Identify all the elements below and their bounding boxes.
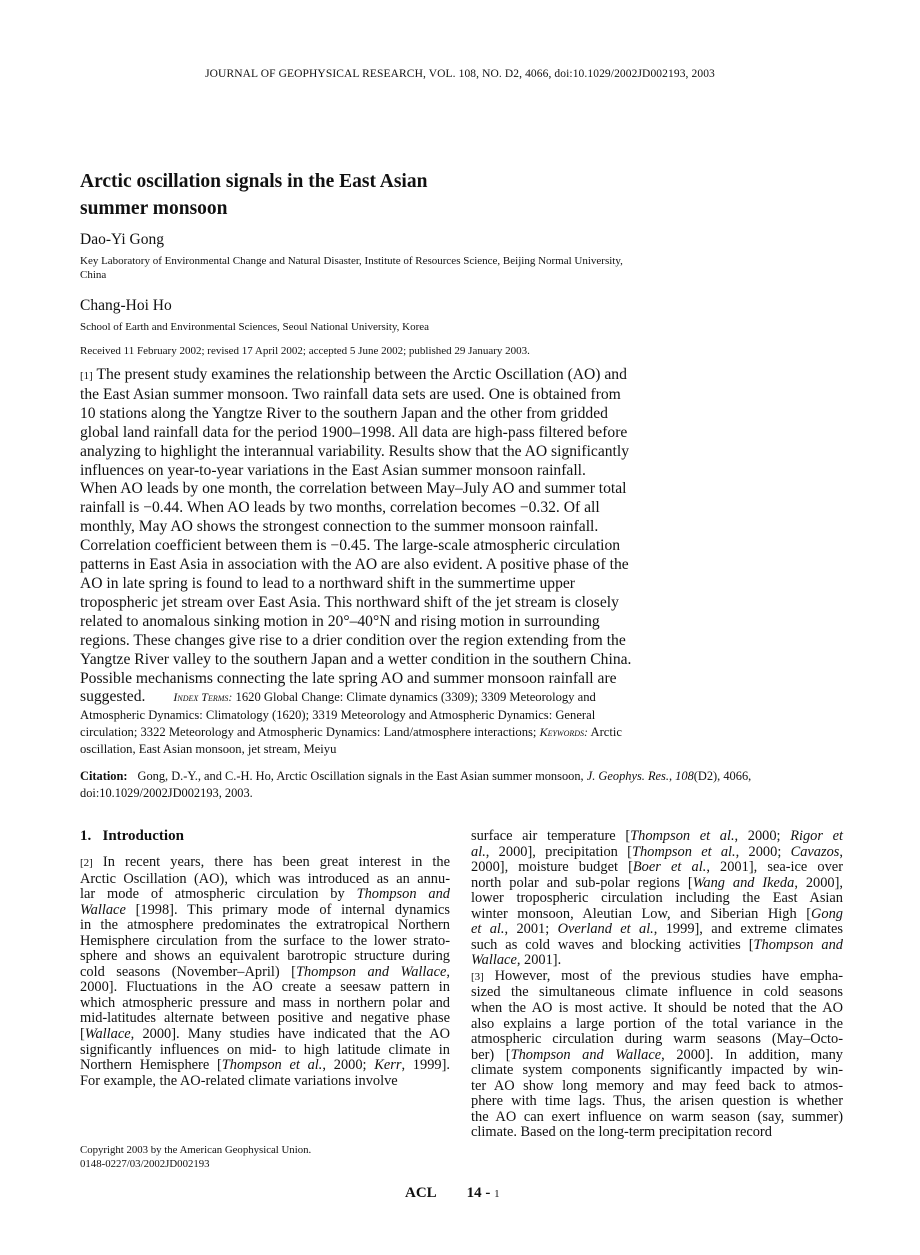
text-run: , 2000; [734, 828, 791, 844]
text-run: , 2001; [504, 921, 558, 938]
text-run: , 2000; [322, 1057, 375, 1074]
text-run: monthly, May AO shows the strongest connection to the summer monsoon rainfall. [80, 518, 599, 536]
text-line [471, 985, 843, 1001]
text-run: winter monsoon, Aleutian Low, and Siberian High [ [471, 905, 812, 922]
journal-code: ACL [405, 1185, 437, 1201]
text-line [80, 424, 720, 443]
text-line [80, 1011, 450, 1027]
text-run: [1] [80, 370, 93, 382]
text-run: AO in late spring is found to lead to a northward shift in the summertime upper [80, 574, 576, 592]
text-run: global land rainfall data for the period 1900–1998. All data are high-pass filtered before [80, 423, 628, 441]
text-run: in the atmosphere predominates the extratropical Northern [80, 917, 450, 934]
text-line [80, 887, 450, 903]
text-run: circulation; 3322 Meteorology and Atmospheric Dynamics: Land/atmosphere interactions; [80, 725, 540, 740]
text-line [471, 907, 843, 923]
left-column [80, 855, 450, 1089]
text-run: oscillation, East Asian monsoon, jet stream, Meiyu [80, 742, 337, 757]
text-run: , 2000]. In addition, many [661, 1046, 843, 1063]
text-line [80, 443, 720, 462]
text-run: , 2000]. Many studies have indicated that the AO [130, 1026, 450, 1043]
page-label: 14 - [466, 1185, 491, 1201]
text-run: lar mode of atmospheric circulation by [80, 886, 357, 903]
text-run: Northern Hemisphere [ [80, 1057, 222, 1074]
italic-text: Cavazos [790, 843, 840, 860]
text-run: The present study examines the relationship between the Arctic Oscillation (AO) and [92, 366, 627, 383]
text-run: , [668, 769, 676, 783]
text-run: Hemisphere circulation from the surface to the lower strato- [80, 932, 450, 949]
text-run: , 2000], [794, 874, 843, 891]
text-line [80, 872, 450, 888]
text-line [80, 707, 720, 724]
text-line [80, 965, 450, 981]
text-line [80, 670, 720, 689]
text-run: When AO leads by one month, the correlation between May–July AO and summer total [80, 480, 627, 498]
running-header: JOURNAL OF GEOPHYSICAL RESEARCH, VOL. 108, NO. D2, 4066, doi:10.1029/2002JD002193, 2003 [205, 68, 715, 80]
text-run: Keywords: [539, 725, 589, 740]
italic-text: Overland et al. [557, 921, 654, 938]
text-run: atmospheric circulation during warm seasons (May–Octo- [471, 1031, 843, 1048]
author-name: Chang-Hoi Ho [80, 297, 172, 314]
text-run: climate system components significantly impacted by win- [471, 1062, 843, 1079]
text-line [80, 1058, 450, 1074]
text-line [80, 556, 720, 575]
text-line [80, 724, 720, 741]
italic-text: Thompson and [753, 936, 843, 953]
italic-text: Wallace [471, 952, 517, 969]
index-terms-lines [80, 707, 720, 758]
text-run: rainfall is −0.44. When AO leads by two months, correlation becomes −0.32. Of all [80, 499, 600, 517]
affiliation-line: School of Earth and Environmental Sciences, Seoul National University, Korea [80, 321, 430, 333]
text-line [80, 1074, 450, 1090]
text-run: influences on year-to-year variations in the East Asian summer monsoon rainfall. [80, 461, 586, 479]
text-line [471, 1079, 843, 1095]
text-line [80, 462, 720, 481]
text-line [80, 632, 720, 651]
text-run: Yangtze River valley to the southern Japan and a wetter condition in the southern China. [80, 650, 632, 668]
text-run: analyzing to highlight the interannual variability. Results show that the AO significantly [80, 442, 630, 460]
text-line [80, 405, 720, 424]
text-run: , 2001], sea-ice over [706, 859, 843, 876]
text-run: which atmospheric pressure and mass in northern polar and [80, 994, 450, 1011]
italic-text: Wallace [80, 901, 126, 918]
citation-text [138, 769, 752, 783]
text-line [80, 499, 720, 518]
text-run: , 2000; [735, 843, 791, 860]
text-run: [3] [471, 970, 484, 983]
text-run: 1620 Global Change: Climate dynamics (3309); 3309 Meteorology and [232, 690, 596, 705]
abstract-body [80, 366, 720, 688]
page-number: 1 [494, 1188, 500, 1200]
text-run: Correlation coefficient between them is −0.45. The large-scale atmospheric circulation [80, 537, 621, 555]
text-run: , 1999]. [401, 1057, 450, 1074]
italic-text: Thompson et al. [630, 828, 735, 844]
text-line [471, 938, 843, 954]
index-terms-text [232, 690, 595, 704]
text-line [471, 1032, 843, 1048]
text-line [471, 1017, 843, 1033]
citation-text [80, 785, 845, 802]
text-line [80, 855, 450, 872]
text-line [471, 1063, 843, 1079]
italic-text: Rigor et [790, 828, 843, 844]
italic-text: J. Geophys. Res. [586, 769, 669, 783]
text-run: , 1999], and extreme climates [653, 921, 843, 938]
text-run: lower tropospheric circulation including the East Asian [471, 890, 843, 907]
text-run: mid-latitudes alternate between positive and negative phase [80, 1010, 450, 1027]
italic-text: Gong [811, 905, 843, 922]
text-run: Arctic Oscillation (AO), which was introduced as an annu- [80, 870, 450, 887]
text-line [80, 949, 450, 965]
right-column [471, 829, 843, 1141]
text-run: when the AO is most active. It should be noted that the AO [471, 1000, 843, 1017]
text-line [80, 980, 450, 996]
page-footer [405, 1185, 500, 1202]
text-run: cold seasons (November–April) [ [80, 963, 296, 980]
text-run: 10 stations along the Yangtze River to the southern Japan and the other from gridded [80, 404, 608, 422]
text-line [471, 860, 843, 876]
left-column-text [80, 855, 450, 1089]
text-line [471, 1001, 843, 1017]
issn-line: 0148-0227/03/2002JD002193 [80, 1158, 210, 1170]
citation-label: Citation: [80, 769, 128, 783]
text-line [80, 903, 450, 919]
text-line [80, 537, 720, 556]
copyright [80, 1143, 311, 1171]
text-line [80, 518, 720, 537]
text-line [471, 1110, 843, 1126]
text-run: significantly influences on mid- to high latitude climate in [80, 1041, 450, 1058]
text-line [471, 876, 843, 892]
italic-text: Thompson and Wallace [295, 963, 447, 980]
text-run: , 2000], precipitation [ [485, 843, 632, 860]
text-line [80, 934, 450, 950]
italic-text: Kerr [374, 1057, 402, 1074]
text-run: doi:10.1029/2002JD002193, 2003. [80, 786, 253, 800]
text-run: related to anomalous sinking motion in 20°–40°N and rising motion in surrounding [80, 612, 600, 630]
section-heading: 1. Introduction [80, 828, 184, 844]
abstract-text: suggested. [80, 688, 146, 706]
italic-text: Thompson et al. [221, 1057, 323, 1074]
publication-dates: Received 11 February 2002; revised 17 April 2002; accepted 5 June 2002; published 29 January 2003. [80, 345, 530, 357]
affiliation-line: China [80, 269, 107, 281]
index-terms-label: Index Terms: [173, 690, 233, 705]
text-run: , 2001]. [516, 952, 562, 969]
text-line [80, 386, 720, 405]
text-line [471, 953, 843, 969]
right-column-text [471, 829, 843, 1141]
author-affiliation [80, 254, 700, 282]
abstract-last-line [80, 688, 720, 707]
abstract [80, 366, 720, 758]
italic-text: 108 [675, 769, 694, 783]
text-line [471, 1125, 843, 1141]
text-run: ter AO show long memory and may feed back to atmos- [471, 1077, 843, 1094]
text-line [80, 594, 720, 613]
italic-text: Wang and Ikeda [692, 874, 795, 891]
text-run: sphere and shows an equivalent barotropic structure during [80, 948, 450, 965]
italic-text: et al. [471, 921, 505, 938]
text-line [471, 969, 843, 986]
text-run: Atmospheric Dynamics: Climatology (1620); 3319 Meteorology and Atmospheric Dynamics: General [80, 708, 596, 723]
text-line [80, 1027, 450, 1043]
text-line [471, 1094, 843, 1110]
italic-text: Thompson et al. [631, 843, 736, 860]
copyright-line: Copyright 2003 by the American Geophysical Union. [80, 1144, 312, 1156]
text-run: the AO can exert influence on warm season (say, summer) [471, 1108, 843, 1125]
text-line [471, 922, 843, 938]
text-run: Arctic [588, 725, 622, 740]
text-run: Possible mechanisms connecting the late spring AO and summer monsoon rainfall are [80, 669, 617, 687]
text-run: [1998]. This primary mode of internal dynamics [125, 901, 450, 918]
text-run: surface air temperature [ [471, 828, 631, 844]
text-run: [2] [80, 857, 93, 869]
title-line: Arctic oscillation signals in the East Asian [80, 171, 428, 192]
text-line [80, 918, 450, 934]
text-run: [ [80, 1026, 85, 1043]
italic-text: Wallace [84, 1026, 131, 1043]
text-line [80, 1043, 450, 1059]
index-terms [80, 707, 720, 758]
italic-text: Boer et al. [632, 859, 707, 876]
italic-text: Thompson and Wallace [510, 1046, 662, 1063]
text-run: 2000], moisture budget [ [471, 859, 633, 876]
text-run: In recent years, there has been great interest in the [92, 854, 450, 870]
text-line [80, 366, 720, 386]
paper-title [80, 168, 427, 222]
text-run: Gong, D.-Y., and C.-H. Ho, Arctic Oscillation signals in the East Asian summer monsoon, [137, 769, 587, 783]
author-name: Dao-Yi Gong [80, 231, 164, 248]
text-run: (D2), 4066, [693, 769, 752, 783]
text-line [80, 575, 720, 594]
text-run: sized the simultaneous climate influence in cold seasons [471, 984, 843, 1001]
text-run: ber) [ [471, 1046, 511, 1063]
text-line [80, 651, 720, 670]
text-run: north polar and sub-polar regions [ [471, 874, 693, 891]
text-line [80, 480, 720, 499]
italic-text: Thompson and [356, 886, 450, 903]
affiliation-line: Key Laboratory of Environmental Change and Natural Disaster, Institute of Resources Science, Beijing Normal University, [80, 255, 623, 267]
text-run: the East Asian summer monsoon. Two rainfall data sets are used. One is obtained from [80, 385, 621, 403]
text-run: tropospheric jet stream over East Asia. This northward shift of the jet stream is closely [80, 593, 619, 611]
text-run: However, most of the previous studies have empha- [483, 967, 843, 984]
text-run: patterns in East Asia in association with the AO are also evident. A positive phase of the [80, 556, 629, 574]
citation [80, 768, 845, 802]
text-run: climate. Based on the long-term precipitation record [471, 1124, 772, 1141]
text-run: phere with time lags. Thus, the arisen question is whether [471, 1093, 843, 1110]
text-line [471, 891, 843, 907]
author-affiliation [80, 320, 700, 334]
text-run: For example, the AO-related climate variations involve [80, 1072, 398, 1089]
italic-text: al. [471, 843, 486, 860]
text-run: , [839, 843, 843, 860]
text-line [471, 845, 843, 861]
text-line [471, 829, 843, 845]
text-line [471, 1048, 843, 1064]
text-line [80, 741, 720, 758]
text-run: 2000]. Fluctuations in the AO create a seesaw pattern in [80, 979, 450, 996]
text-run: regions. These changes give rise to a drier condition over the region extending from the [80, 631, 626, 649]
text-line [80, 996, 450, 1012]
text-run: , [446, 963, 450, 980]
text-run: also explains a large portion of the total variance in the [471, 1015, 843, 1032]
title-line: summer monsoon [80, 198, 228, 219]
text-run: such as cold waves and blocking activities [ [471, 936, 754, 953]
text-line [80, 613, 720, 632]
